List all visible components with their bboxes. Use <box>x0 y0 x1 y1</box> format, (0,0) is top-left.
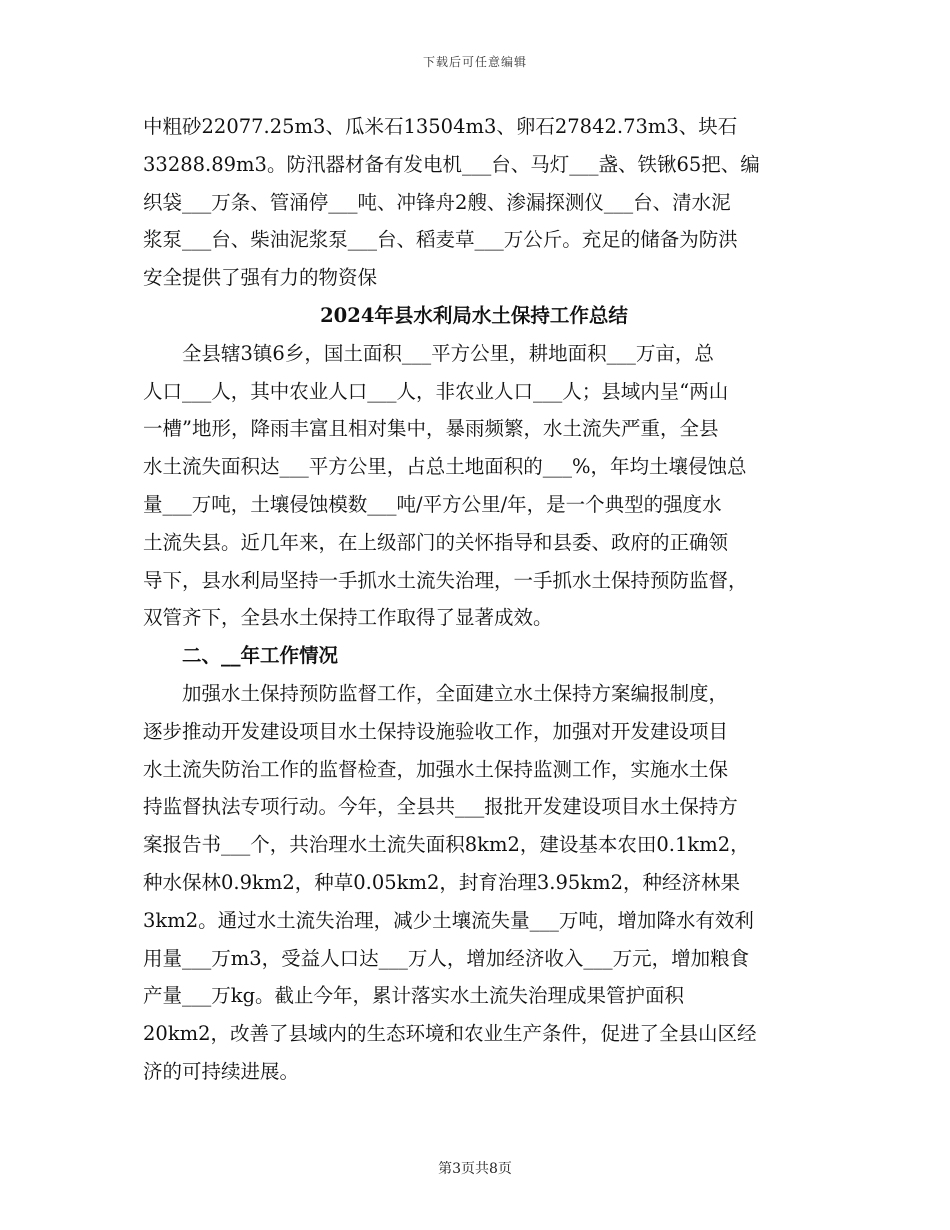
paragraph2-line: 水土流失防治工作的监督检查，加强水土保持监测工作，实施水土保 <box>143 757 729 781</box>
paragraph2-line: 20km2，改善了县域内的生态环境和农业生产条件，促进了全县山区经 <box>143 1022 757 1046</box>
document-body <box>143 108 805 1091</box>
paragraph2-line: 产量___万kg。截止今年，累计落实水土流失治理成果管护面积 <box>143 984 685 1008</box>
intro-line: 织袋___万条、管涌停___吨、冲锋舟2艘、渗漏探测仪___台、清水泥 <box>143 190 731 214</box>
paragraph1-line: 一槽”地形，降雨丰富且相对集中，暴雨频繁，水土流失严重，全县 <box>143 417 719 441</box>
page-header: 下载后可任意编辑 <box>422 55 527 69</box>
paragraph2-line: 用量___万m3，受益人口达___万人，增加经济收入___万元，增加粮食 <box>143 946 750 970</box>
intro-line: 安全提供了强有力的物资保 <box>143 266 378 290</box>
paragraph1-line: 水土流失面积达___平方公里，占总土地面积的___%，年均土壤侵蚀总 <box>143 455 747 479</box>
paragraph1-line: 导下，县水利局坚持一手抓水土流失治理，一手抓水土保持预防监督， <box>143 568 748 592</box>
intro-line: 33288.89m3。防汛器材备有发电机___台、马灯___盏、铁锹65把、编 <box>143 152 760 176</box>
paragraph1-line: 双管齐下，全县水土保持工作取得了显著成效。 <box>143 606 553 630</box>
intro-line: 浆泵___台、柴油泥浆泵___台、稻麦草___万公斤。充足的储备为防洪 <box>143 228 738 252</box>
paragraph2-line: 加强水土保持预防监督工作，全面建立水土保持方案编报制度， <box>182 681 729 705</box>
paragraph2-line: 持监督执法专项行动。今年，全县共___报批开发建设项目水土保持方 <box>143 795 738 819</box>
document-title: 2024年县水利局水土保持工作总结 <box>320 303 628 327</box>
paragraph1-line: 人口___人，其中农业人口___人，非农业人口___人；县域内呈“两山 <box>143 379 729 403</box>
paragraph1-line: 量___万吨，土壤侵蚀模数___吨/平方公里/年，是一个典型的强度水 <box>143 492 722 516</box>
paragraph2-line: 案报告书___个，共治理水土流失面积8km2，建设基本农田0.1km2， <box>143 833 750 857</box>
paragraph1-line: 土流失县。近几年来，在上级部门的关怀指导和县委、政府的正确领 <box>143 530 729 554</box>
paragraph2-line: 济的可持续进展。 <box>143 1059 300 1083</box>
paragraph2-line: 种水保林0.9km2，种草0.05km2，封育治理3.95km2，种经济林果 <box>143 870 740 894</box>
section-heading: 二、__年工作情况 <box>182 644 339 668</box>
page-number: 第3页共8页 <box>438 1161 512 1177</box>
paragraph1-line: 全县辖3镇6乡，国土面积___平方公里，耕地面积___万亩，总 <box>182 341 714 365</box>
intro-line: 中粗砂22077.25m3、瓜米石13504m3、卵石27842.73m3、块石 <box>143 115 738 138</box>
paragraph2-line: 3km2。通过水土流失治理，减少土壤流失量___万吨，增加降水有效利 <box>143 908 754 932</box>
paragraph2-line: 逐步推动开发建设项目水土保持设施验收工作，加强对开发建设项目 <box>143 719 729 743</box>
